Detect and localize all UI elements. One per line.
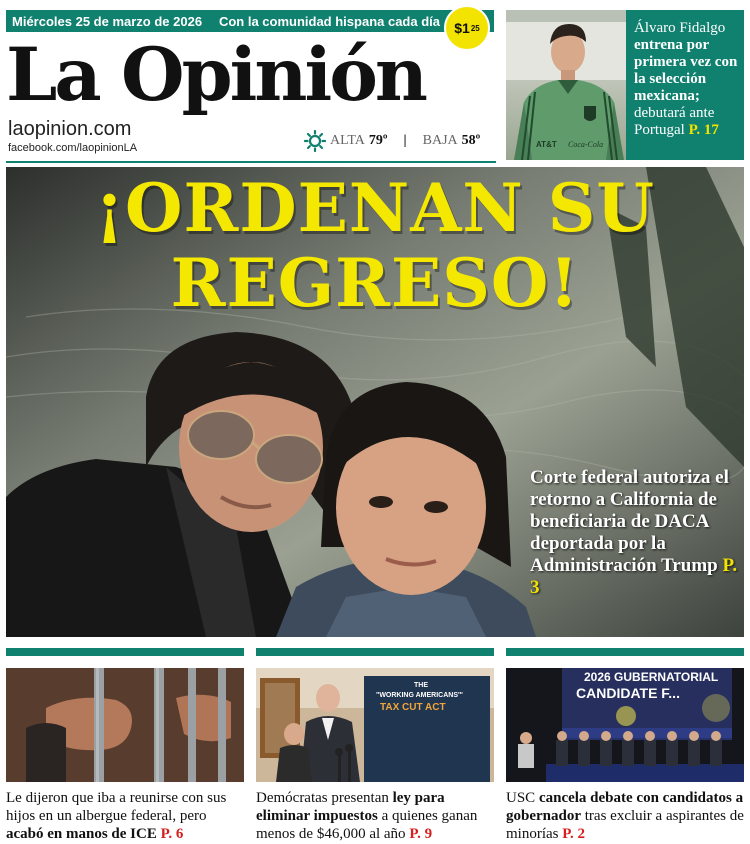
sun-icon [304, 130, 326, 152]
cover-deck [530, 467, 740, 599]
weather-separator: | [403, 133, 407, 148]
weather-high-label: ALTA [330, 133, 365, 148]
story-1-bar [6, 648, 244, 656]
story-3-caption[interactable] [506, 789, 750, 843]
teaser-tail: debutará ante Portugal [634, 105, 715, 138]
cover-story[interactable] [6, 167, 744, 637]
story-2-bold: ley para eliminar impuestos [256, 790, 445, 824]
story-2-page-ref[interactable]: P. 9 [409, 826, 433, 842]
story-2-photo[interactable] [256, 668, 494, 782]
cover-headline [6, 171, 744, 321]
debate-banner-line-2: CANDIDATE F... [576, 685, 680, 701]
teaser-lead: Álvaro Fidalgo [634, 20, 726, 36]
teaser-box[interactable] [626, 10, 744, 160]
cover-deck-text: Corte federal autoriza el retorno a California de beneficiaria de DACA deportada por la Administración Trump [530, 467, 729, 576]
story-1-text: Le dijeron que iba a reunirse con sus hijos en un albergue federal, pero [6, 790, 227, 824]
press-conference-illustration [256, 668, 494, 782]
story-3-photo[interactable] [506, 668, 744, 782]
jail-bars-illustration [6, 668, 244, 782]
shirt-sponsor-text-2: Coca-Cola [568, 140, 604, 149]
cover-page-ref[interactable]: P. 3 [530, 555, 738, 598]
masthead-divider [6, 161, 496, 163]
story-2-text: Demócratas presentan [256, 790, 389, 806]
story-3-bar [506, 648, 744, 656]
debate-banner-line-1: 2026 GUBERNATORIAL [584, 670, 719, 684]
sign-title-1: THE [414, 682, 428, 689]
weather-low-value: 58º [461, 133, 481, 148]
player-photo-illustration [506, 10, 626, 160]
story-2-text-after: a quienes ganan menos de $46,000 al año [256, 808, 478, 842]
story-1-page-ref[interactable]: P. 6 [160, 826, 184, 842]
masthead-tagline: Con la comunidad hispana cada día [218, 13, 440, 29]
weather-widget [304, 130, 480, 152]
issue-date: Miércoles 25 de marzo de 2026 [12, 13, 203, 29]
headline-line-2: REGRESO! [170, 244, 580, 322]
story-3-text-after: tras excluir a aspirantes de minorías [506, 808, 744, 842]
story-2-bar [256, 648, 494, 656]
headline-line-1: ¡ORDENAN SU [95, 169, 655, 247]
story-1-caption[interactable] [6, 789, 246, 843]
price-cents: 25 [470, 23, 480, 33]
teaser-bold-text: entrena por primera vez con la selección mexicana; [634, 37, 738, 104]
teaser-photo[interactable] [506, 10, 626, 160]
story-1-photo[interactable] [6, 668, 244, 782]
story-3-page-ref[interactable]: P. 2 [562, 826, 586, 842]
story-3-bold: cancela debate con candidatos a gobernador [506, 790, 744, 824]
weather-high-value: 79º [368, 133, 388, 148]
teaser-page-ref[interactable]: P. 17 [688, 122, 719, 138]
masthead-date-band [6, 10, 494, 32]
website-link[interactable]: laopinion.com [8, 118, 132, 140]
newspaper-logo[interactable]: La Opinión [6, 32, 425, 118]
sign-title-2: "WORKING AMERICANS'" [376, 692, 463, 699]
shirt-sponsor-text: AT&T [536, 140, 557, 149]
story-2-caption[interactable] [256, 789, 498, 843]
story-1-bold: acabó en manos de ICE [6, 826, 157, 842]
facebook-link[interactable]: facebook.com/laopinionLA [8, 142, 138, 154]
story-3-text: USC [506, 790, 536, 806]
weather-low-label: BAJA [422, 133, 458, 148]
price-dollars: $1 [454, 20, 470, 36]
sign-title-3: TAX CUT ACT [380, 702, 446, 713]
